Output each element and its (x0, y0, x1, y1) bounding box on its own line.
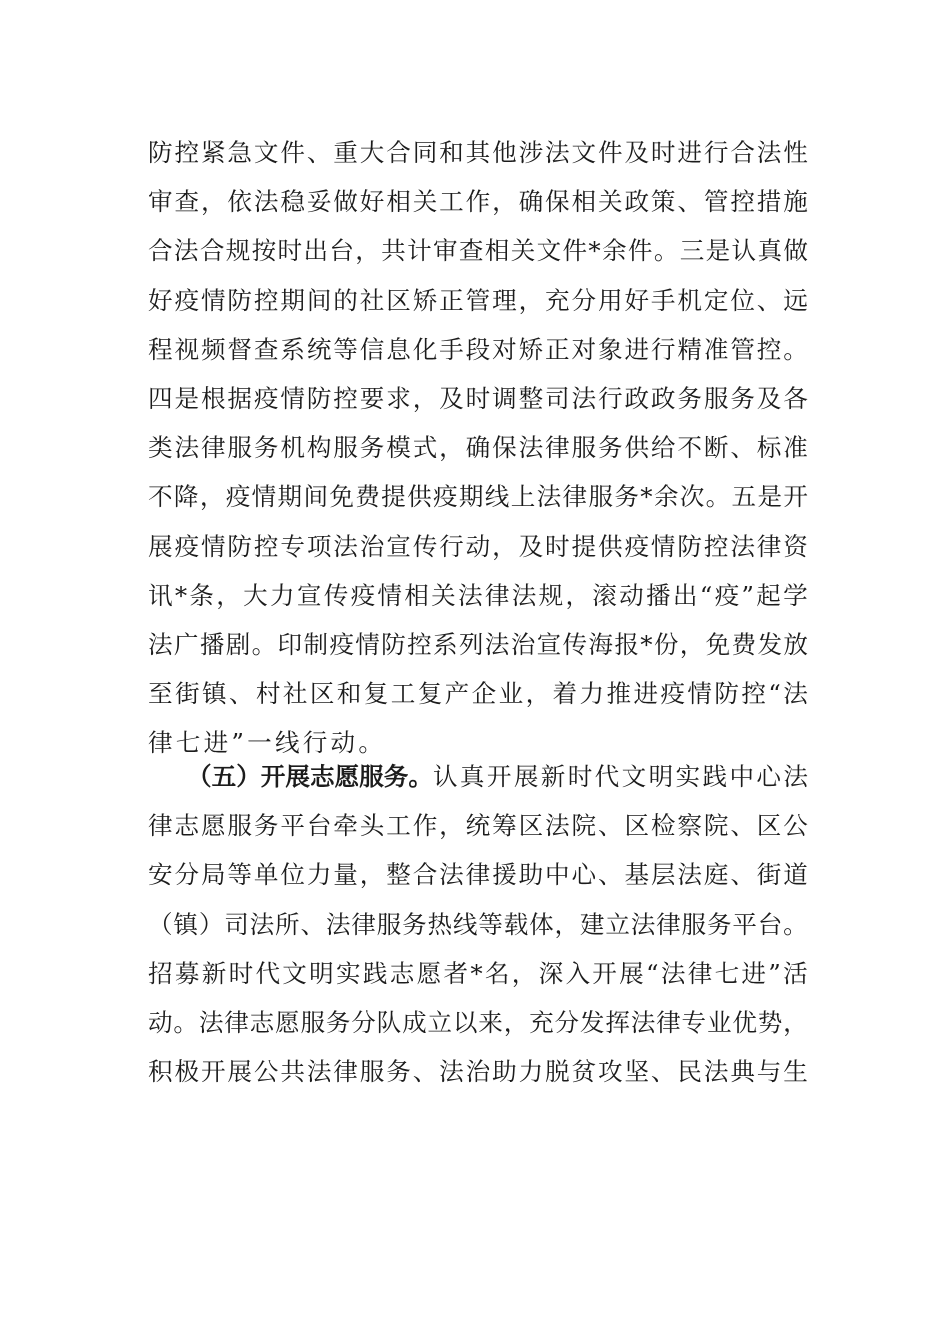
section-heading: （五）开展志愿服务。 (187, 762, 433, 791)
text-line: 防 控 紧 急 文 件 、 重 大 合 同 和 其 他 涉 法 文 件 及 时 进 行 合 法 性 (148, 138, 808, 167)
text-line: 法 广 播 剧 。 印 制 疫 情 防 控 系 列 法 治 宣 传 海 报 * 份 ， 免 费 发 放 (148, 630, 808, 659)
text-line: 律七进”一线行动。 (148, 728, 387, 758)
text-line: 讯 * 条 ， 大 力 宣 传 疫 情 相 关 法 律 法 规 ， 滚 动 播 出 “ 疫 ” 起 学 (148, 580, 808, 610)
text-line: 律 志 愿 服 务 平 台 牵 头 工 作 ， 统 筹 区 法 院 、 区 检 察 院 、 区 公 (148, 811, 808, 841)
text-line: 好 疫 情 防 控 期 间 的 社 区 矫 正 管 理 ， 充 分 用 好 手 机 定 位 、 远 (148, 285, 808, 315)
text-line: 不 降 ， 疫 情 期 间 免 费 提 供 疫 期 线 上 法 律 服 务 * 余 次 。 五 是 开 (148, 482, 808, 512)
text-line: 动 。 法 律 志 愿 服 务 分 队 成 立 以 来 ， 充 分 发 挥 法 律 专 业 优 势 ， (148, 1008, 808, 1037)
text-line: 合 法 合 规 按 时 出 台 ， 共 计 审 查 相 关 文 件 * 余 件 。 三 是 认 真 做 (148, 236, 808, 266)
text-line: 展 疫 情 防 控 专 项 法 治 宣 传 行 动 ， 及 时 提 供 疫 情 防 控 法 律 资 (148, 531, 808, 561)
text-line: 类 法 律 服 务 机 构 服 务 模 式 ， 确 保 法 律 服 务 供 给 不 断 、 标 准 (148, 433, 808, 463)
text-line: 认 真 开 展 新 时 代 文 明 实 践 中 心 法 (432, 762, 808, 791)
text-line: 招 募 新 时 代 文 明 实 践 志 愿 者 * 名 ， 深 入 开 展 “ 法 律 七 进 ” 活 (148, 958, 808, 988)
text-line: 至 街 镇 、 村 社 区 和 复 工 复 产 企 业 ， 着 力 推 进 疫 情 防 控 “ 法 (148, 679, 808, 709)
text-line: 审 查 ， 依 法 稳 妥 做 好 相 关 工 作 ， 确 保 相 关 政 策 、 管 控 措 施 (148, 187, 808, 217)
text-line: 程 视 频 督 查 系 统 等 信 息 化 手 段 对 矫 正 对 象 进 行 精 准 管 控 。 (148, 334, 808, 364)
text-line: 积 极 开 展 公 共 法 律 服 务 、 法 治 助 力 脱 贫 攻 坚 、 民 法 典 与 生 (148, 1057, 808, 1087)
text-line: 安 分 局 等 单 位 力 量 ， 整 合 法 律 援 助 中 心 、 基 层 法 庭 、 街 道 (148, 860, 808, 890)
text-line: （ 镇 ） 司 法 所 、 法 律 服 务 热 线 等 载 体 ， 建 立 法 律 服 务 平 台 。 (148, 909, 808, 939)
text-line: 四 是 根 据 疫 情 防 控 要 求 ， 及 时 调 整 司 法 行 政 政 务 服 务 及 各 (148, 384, 808, 413)
paragraph-first-line (187, 757, 808, 797)
